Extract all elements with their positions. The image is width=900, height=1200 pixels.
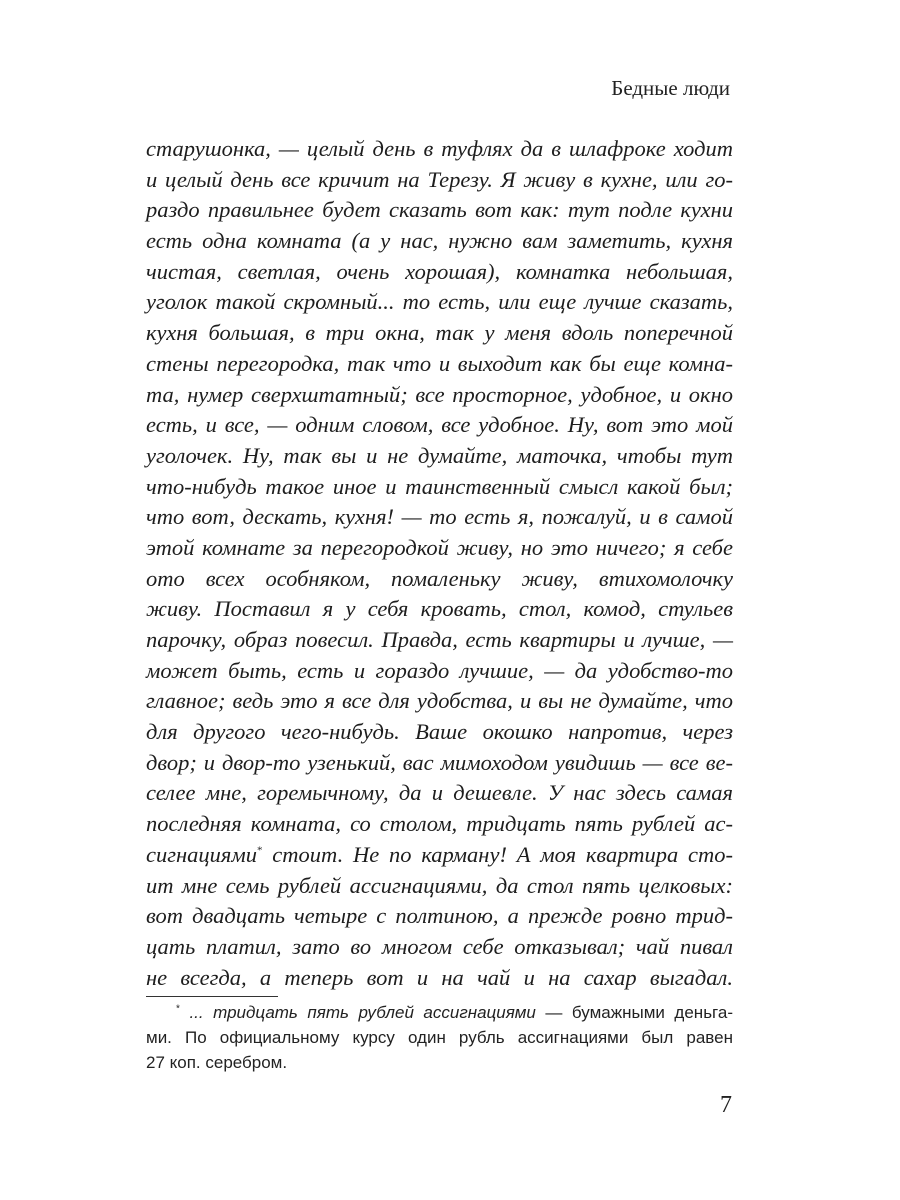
text-fragment: стоит. Не по карману! А моя квартира сто-	[262, 841, 733, 867]
text-line: селее мне, горемычному, да и дешевле. У нас здесь самая	[146, 780, 733, 806]
text-line: та, нумер сверхштатный; все просторное, удобное, и окно	[146, 381, 733, 407]
footnote-line: ми. По официальному курсу один рубль ассигнациями был равен	[146, 1028, 733, 1047]
text-line: кухня большая, в три окна, так у меня вдоль поперечной	[146, 320, 733, 346]
page-number: 7	[720, 1092, 732, 1118]
text-line: для другого чего-нибудь. Ваше окошко напротив, через	[146, 719, 733, 745]
footnote-term: ... тридцать пять рублей ассигнациями	[189, 1003, 536, 1022]
text-line: что вот, дескать, кухня! — то есть я, пожалуй, и в самой	[146, 504, 733, 530]
text-line: уголок такой скромный... то есть, или еще лучше сказать,	[146, 289, 733, 315]
text-line: есть, и все, — одним словом, все удобное. Ну, вот это мой	[146, 412, 733, 438]
text-line: ит мне семь рублей ассигнациями, да стол пять целковых:	[146, 872, 733, 898]
text-line: двор; и двор-то узенький, вас мимоходом увидишь — все ве-	[146, 749, 733, 775]
text-line: есть одна комната (а у нас, нужно вам заметить, кухня	[146, 228, 733, 254]
body-text	[146, 134, 733, 993]
text-line: стены перегородка, так что и выходит как бы еще комна-	[146, 350, 733, 376]
text-line-with-footnote-mark	[146, 840, 733, 871]
footnote-separator	[146, 996, 278, 997]
text-line: может быть, есть и гораздо лучшие, — да удобство-то	[146, 657, 733, 683]
footnote	[146, 1000, 733, 1075]
text-fragment: сигнациями	[146, 841, 257, 867]
footnote-reference-mark[interactable]: *	[257, 844, 263, 857]
footnote-line: 27 коп. серебром.	[146, 1053, 288, 1072]
text-line: раздо правильнее будет сказать вот как: тут подле кухни	[146, 197, 733, 223]
footnote-mark: *	[176, 1003, 180, 1015]
text-line: этой комнате за перегородкой живу, но это ничего; я себе	[146, 534, 733, 560]
text-line: и целый день все кричит на Терезу. Я живу в кухне, или го-	[146, 166, 733, 192]
footnote-text: — бумажными деньга-	[535, 1003, 733, 1022]
text-line: старушонка, — целый день в туфлях да в шлафроке ходит	[146, 136, 733, 161]
text-line: не всегда, а теперь вот и на чай и на сахар выгадал.	[146, 964, 733, 990]
text-line: живу. Поставил я у себя кровать, стол, комод, стульев	[146, 596, 733, 622]
running-head: Бедные люди	[611, 76, 730, 100]
text-line: вот двадцать четыре с полтиною, а прежде ровно трид-	[146, 903, 733, 929]
text-line: главное; ведь это я все для удобства, и вы не думайте, что	[146, 688, 733, 714]
text-line: уголочек. Ну, так вы и не думайте, маточка, чтобы тут	[146, 442, 733, 468]
footnote-line	[146, 1000, 733, 1025]
text-line: чистая, светлая, очень хорошая), комнатка небольшая,	[146, 258, 733, 284]
text-line: последняя комната, со столом, тридцать пять рублей ас-	[146, 811, 733, 837]
text-line: цать платил, зато во многом себе отказывал; чай пивал	[146, 933, 733, 959]
text-line: парочку, образ повесил. Правда, есть квартиры и лучше, —	[146, 627, 733, 652]
text-line: что-нибудь такое иное и таинственный смысл какой был;	[146, 473, 733, 499]
text-line: ото всех особняком, помаленьку живу, втихомолочку	[146, 565, 733, 591]
